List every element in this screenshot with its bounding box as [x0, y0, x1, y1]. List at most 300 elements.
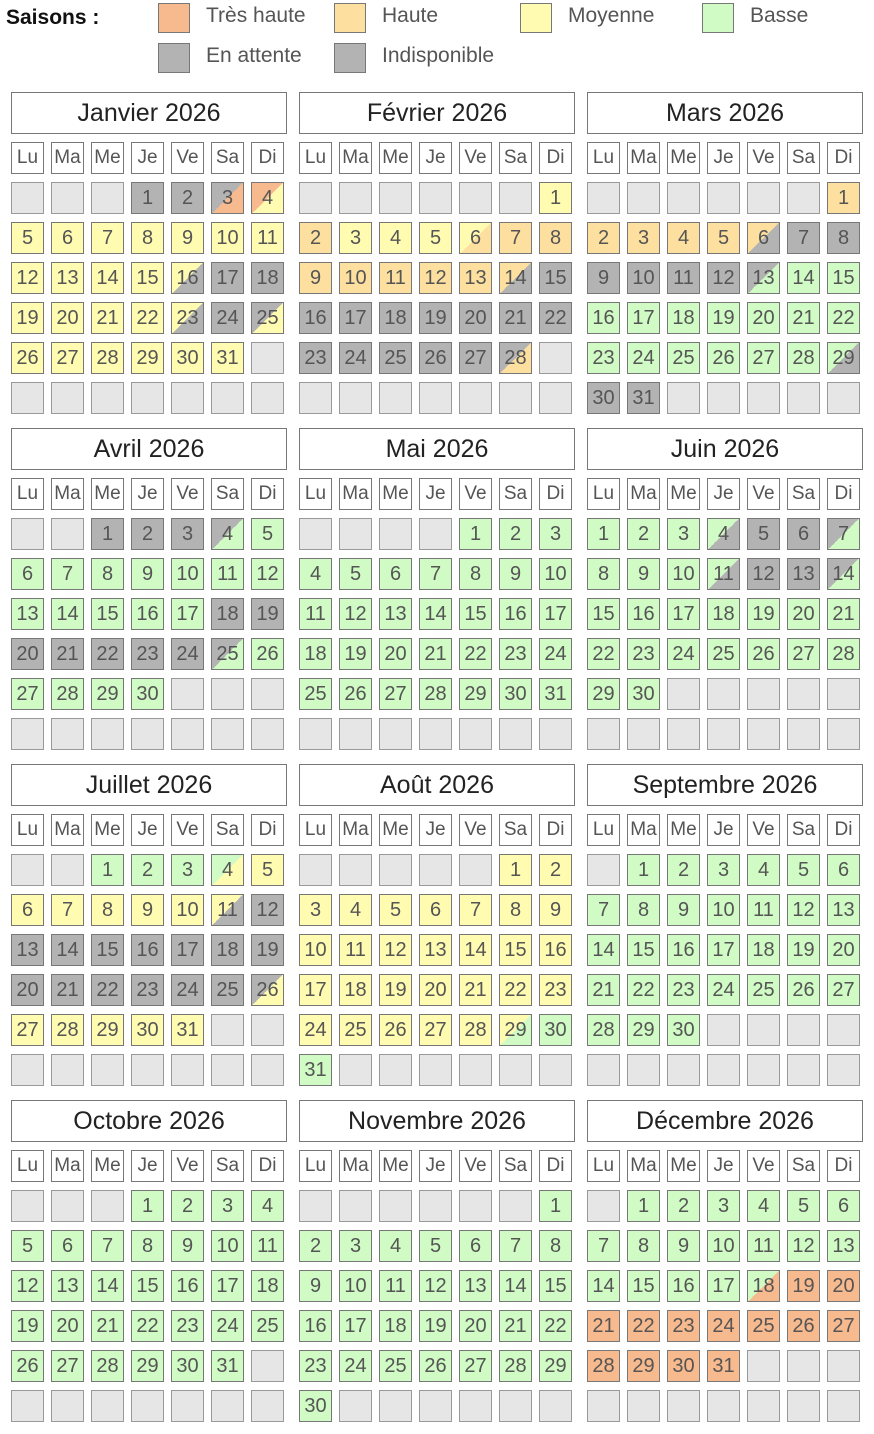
calendar-day[interactable]: 28 [51, 1014, 84, 1046]
calendar-day[interactable]: 23 [587, 342, 620, 374]
calendar-day[interactable]: 12 [11, 262, 44, 294]
calendar-day[interactable]: 27 [787, 638, 820, 670]
calendar-day[interactable]: 16 [499, 598, 532, 630]
calendar-day[interactable]: 23 [667, 1310, 700, 1342]
calendar-day[interactable]: 18 [747, 934, 780, 966]
calendar-day[interactable]: 24 [339, 342, 372, 374]
calendar-day[interactable]: 15 [539, 262, 572, 294]
calendar-day[interactable]: 18 [211, 598, 244, 630]
calendar-day[interactable]: 14 [419, 598, 452, 630]
calendar-day[interactable]: 13 [11, 934, 44, 966]
calendar-day[interactable]: 30 [499, 678, 532, 710]
calendar-day[interactable]: 6 [379, 558, 412, 590]
calendar-day[interactable]: 22 [499, 974, 532, 1006]
calendar-day[interactable]: 5 [251, 854, 284, 886]
calendar-day[interactable]: 9 [131, 894, 164, 926]
calendar-day[interactable]: 22 [131, 302, 164, 334]
calendar-day[interactable]: 5 [707, 222, 740, 254]
calendar-day[interactable]: 19 [379, 974, 412, 1006]
calendar-day[interactable]: 5 [339, 558, 372, 590]
calendar-day[interactable]: 3 [211, 1190, 244, 1222]
calendar-day[interactable]: 15 [499, 934, 532, 966]
calendar-day[interactable]: 13 [419, 934, 452, 966]
calendar-day[interactable]: 17 [627, 302, 660, 334]
calendar-day[interactable]: 9 [627, 558, 660, 590]
calendar-day[interactable]: 4 [251, 182, 284, 214]
calendar-day[interactable]: 5 [419, 222, 452, 254]
calendar-day[interactable]: 7 [827, 518, 860, 550]
calendar-day[interactable]: 6 [51, 222, 84, 254]
calendar-day[interactable]: 26 [787, 974, 820, 1006]
calendar-day[interactable]: 11 [211, 558, 244, 590]
calendar-day[interactable]: 15 [459, 598, 492, 630]
calendar-day[interactable]: 29 [827, 342, 860, 374]
calendar-day[interactable]: 27 [459, 342, 492, 374]
calendar-day[interactable]: 6 [827, 1190, 860, 1222]
calendar-day[interactable]: 22 [131, 1310, 164, 1342]
calendar-day[interactable]: 16 [667, 1270, 700, 1302]
calendar-day[interactable]: 11 [667, 262, 700, 294]
calendar-day[interactable]: 14 [91, 1270, 124, 1302]
calendar-day[interactable]: 30 [131, 1014, 164, 1046]
calendar-day[interactable]: 21 [827, 598, 860, 630]
calendar-day[interactable]: 15 [587, 598, 620, 630]
calendar-day[interactable]: 28 [91, 342, 124, 374]
calendar-day[interactable]: 23 [499, 638, 532, 670]
calendar-day[interactable]: 17 [539, 598, 572, 630]
calendar-day[interactable]: 26 [419, 1350, 452, 1382]
calendar-day[interactable]: 25 [667, 342, 700, 374]
calendar-day[interactable]: 20 [419, 974, 452, 1006]
calendar-day[interactable]: 12 [379, 934, 412, 966]
calendar-day[interactable]: 17 [667, 598, 700, 630]
calendar-day[interactable]: 23 [627, 638, 660, 670]
calendar-day[interactable]: 22 [539, 302, 572, 334]
calendar-day[interactable]: 4 [707, 518, 740, 550]
calendar-day[interactable]: 25 [747, 1310, 780, 1342]
calendar-day[interactable]: 27 [11, 678, 44, 710]
calendar-day[interactable]: 4 [211, 854, 244, 886]
calendar-day[interactable]: 8 [539, 1230, 572, 1262]
calendar-day[interactable]: 6 [459, 1230, 492, 1262]
calendar-day[interactable]: 16 [131, 598, 164, 630]
calendar-day[interactable]: 2 [131, 518, 164, 550]
calendar-day[interactable]: 3 [339, 222, 372, 254]
calendar-day[interactable]: 8 [459, 558, 492, 590]
calendar-day[interactable]: 19 [787, 934, 820, 966]
calendar-day[interactable]: 2 [667, 1190, 700, 1222]
calendar-day[interactable]: 5 [251, 518, 284, 550]
calendar-day[interactable]: 26 [419, 342, 452, 374]
calendar-day[interactable]: 26 [787, 1310, 820, 1342]
calendar-day[interactable]: 12 [747, 558, 780, 590]
calendar-day[interactable]: 7 [51, 558, 84, 590]
calendar-day[interactable]: 10 [707, 1230, 740, 1262]
calendar-day[interactable]: 20 [787, 598, 820, 630]
calendar-day[interactable]: 20 [11, 974, 44, 1006]
calendar-day[interactable]: 17 [171, 598, 204, 630]
calendar-day[interactable]: 7 [587, 894, 620, 926]
calendar-day[interactable]: 9 [499, 558, 532, 590]
calendar-day[interactable]: 28 [587, 1350, 620, 1382]
calendar-day[interactable]: 27 [51, 1350, 84, 1382]
calendar-day[interactable]: 18 [251, 262, 284, 294]
calendar-day[interactable]: 1 [587, 518, 620, 550]
calendar-day[interactable]: 11 [747, 894, 780, 926]
calendar-day[interactable]: 18 [707, 598, 740, 630]
calendar-day[interactable]: 10 [627, 262, 660, 294]
calendar-day[interactable]: 8 [91, 894, 124, 926]
calendar-day[interactable]: 28 [587, 1014, 620, 1046]
calendar-day[interactable]: 10 [171, 558, 204, 590]
calendar-day[interactable]: 6 [827, 854, 860, 886]
calendar-day[interactable]: 29 [131, 342, 164, 374]
calendar-day[interactable]: 15 [627, 1270, 660, 1302]
calendar-day[interactable]: 6 [11, 894, 44, 926]
calendar-day[interactable]: 2 [171, 1190, 204, 1222]
calendar-day[interactable]: 18 [211, 934, 244, 966]
calendar-day[interactable]: 8 [131, 1230, 164, 1262]
calendar-day[interactable]: 24 [211, 302, 244, 334]
calendar-day[interactable]: 7 [419, 558, 452, 590]
calendar-day[interactable]: 16 [171, 262, 204, 294]
calendar-day[interactable]: 4 [251, 1190, 284, 1222]
calendar-day[interactable]: 11 [747, 1230, 780, 1262]
calendar-day[interactable]: 1 [91, 518, 124, 550]
calendar-day[interactable]: 21 [787, 302, 820, 334]
calendar-day[interactable]: 12 [339, 598, 372, 630]
calendar-day[interactable]: 25 [299, 678, 332, 710]
calendar-day[interactable]: 2 [539, 854, 572, 886]
calendar-day[interactable]: 14 [827, 558, 860, 590]
calendar-day[interactable]: 3 [211, 182, 244, 214]
calendar-day[interactable]: 31 [211, 342, 244, 374]
calendar-day[interactable]: 3 [667, 518, 700, 550]
calendar-day[interactable]: 26 [251, 974, 284, 1006]
calendar-day[interactable]: 5 [787, 1190, 820, 1222]
calendar-day[interactable]: 19 [419, 302, 452, 334]
calendar-day[interactable]: 23 [667, 974, 700, 1006]
calendar-day[interactable]: 6 [747, 222, 780, 254]
calendar-day[interactable]: 19 [251, 598, 284, 630]
calendar-day[interactable]: 25 [211, 638, 244, 670]
calendar-day[interactable]: 22 [91, 974, 124, 1006]
calendar-day[interactable]: 12 [787, 1230, 820, 1262]
calendar-day[interactable]: 25 [211, 974, 244, 1006]
calendar-day[interactable]: 17 [707, 934, 740, 966]
calendar-day[interactable]: 13 [827, 1230, 860, 1262]
calendar-day[interactable]: 4 [667, 222, 700, 254]
calendar-day[interactable]: 24 [627, 342, 660, 374]
calendar-day[interactable]: 25 [747, 974, 780, 1006]
calendar-day[interactable]: 31 [539, 678, 572, 710]
calendar-day[interactable]: 4 [299, 558, 332, 590]
calendar-day[interactable]: 13 [747, 262, 780, 294]
calendar-day[interactable]: 16 [171, 1270, 204, 1302]
calendar-day[interactable]: 29 [91, 1014, 124, 1046]
calendar-day[interactable]: 28 [459, 1014, 492, 1046]
calendar-day[interactable]: 28 [51, 678, 84, 710]
calendar-day[interactable]: 21 [91, 1310, 124, 1342]
calendar-day[interactable]: 29 [499, 1014, 532, 1046]
calendar-day[interactable]: 18 [667, 302, 700, 334]
calendar-day[interactable]: 10 [339, 1270, 372, 1302]
calendar-day[interactable]: 26 [747, 638, 780, 670]
calendar-day[interactable]: 11 [379, 262, 412, 294]
calendar-day[interactable]: 22 [627, 1310, 660, 1342]
calendar-day[interactable]: 1 [499, 854, 532, 886]
calendar-day[interactable]: 12 [419, 1270, 452, 1302]
calendar-day[interactable]: 8 [131, 222, 164, 254]
calendar-day[interactable]: 9 [171, 1230, 204, 1262]
calendar-day[interactable]: 7 [91, 1230, 124, 1262]
calendar-day[interactable]: 28 [787, 342, 820, 374]
calendar-day[interactable]: 21 [587, 974, 620, 1006]
calendar-day[interactable]: 27 [459, 1350, 492, 1382]
calendar-day[interactable]: 24 [171, 638, 204, 670]
calendar-day[interactable]: 26 [339, 678, 372, 710]
calendar-day[interactable]: 6 [787, 518, 820, 550]
calendar-day[interactable]: 30 [299, 1390, 332, 1422]
calendar-day[interactable]: 22 [587, 638, 620, 670]
calendar-day[interactable]: 30 [171, 342, 204, 374]
calendar-day[interactable]: 17 [707, 1270, 740, 1302]
calendar-day[interactable]: 21 [419, 638, 452, 670]
calendar-day[interactable]: 21 [51, 638, 84, 670]
calendar-day[interactable]: 8 [627, 894, 660, 926]
calendar-day[interactable]: 9 [667, 894, 700, 926]
calendar-day[interactable]: 7 [91, 222, 124, 254]
calendar-day[interactable]: 18 [747, 1270, 780, 1302]
calendar-day[interactable]: 10 [539, 558, 572, 590]
calendar-day[interactable]: 9 [171, 222, 204, 254]
calendar-day[interactable]: 25 [379, 1350, 412, 1382]
calendar-day[interactable]: 23 [299, 342, 332, 374]
calendar-day[interactable]: 19 [419, 1310, 452, 1342]
calendar-day[interactable]: 10 [211, 222, 244, 254]
calendar-day[interactable]: 31 [707, 1350, 740, 1382]
calendar-day[interactable]: 6 [51, 1230, 84, 1262]
calendar-day[interactable]: 27 [827, 1310, 860, 1342]
calendar-day[interactable]: 3 [627, 222, 660, 254]
calendar-day[interactable]: 5 [747, 518, 780, 550]
calendar-day[interactable]: 29 [627, 1350, 660, 1382]
calendar-day[interactable]: 14 [91, 262, 124, 294]
calendar-day[interactable]: 9 [131, 558, 164, 590]
calendar-day[interactable]: 28 [499, 1350, 532, 1382]
calendar-day[interactable]: 19 [339, 638, 372, 670]
calendar-day[interactable]: 19 [11, 1310, 44, 1342]
calendar-day[interactable]: 12 [251, 558, 284, 590]
calendar-day[interactable]: 4 [211, 518, 244, 550]
calendar-day[interactable]: 11 [299, 598, 332, 630]
calendar-day[interactable]: 3 [707, 854, 740, 886]
calendar-day[interactable]: 2 [171, 182, 204, 214]
calendar-day[interactable]: 31 [171, 1014, 204, 1046]
calendar-day[interactable]: 14 [499, 262, 532, 294]
calendar-day[interactable]: 16 [299, 302, 332, 334]
calendar-day[interactable]: 15 [827, 262, 860, 294]
calendar-day[interactable]: 22 [459, 638, 492, 670]
calendar-day[interactable]: 19 [747, 598, 780, 630]
calendar-day[interactable]: 12 [707, 262, 740, 294]
calendar-day[interactable]: 11 [251, 1230, 284, 1262]
calendar-day[interactable]: 14 [51, 934, 84, 966]
calendar-day[interactable]: 27 [11, 1014, 44, 1046]
calendar-day[interactable]: 11 [707, 558, 740, 590]
calendar-day[interactable]: 2 [627, 518, 660, 550]
calendar-day[interactable]: 28 [827, 638, 860, 670]
calendar-day[interactable]: 22 [91, 638, 124, 670]
calendar-day[interactable]: 24 [299, 1014, 332, 1046]
calendar-day[interactable]: 5 [419, 1230, 452, 1262]
calendar-day[interactable]: 14 [787, 262, 820, 294]
calendar-day[interactable]: 30 [667, 1350, 700, 1382]
calendar-day[interactable]: 8 [91, 558, 124, 590]
calendar-day[interactable]: 11 [379, 1270, 412, 1302]
calendar-day[interactable]: 30 [627, 678, 660, 710]
calendar-day[interactable]: 21 [459, 974, 492, 1006]
calendar-day[interactable]: 12 [11, 1270, 44, 1302]
calendar-day[interactable]: 29 [459, 678, 492, 710]
calendar-day[interactable]: 31 [299, 1054, 332, 1086]
calendar-day[interactable]: 4 [379, 222, 412, 254]
calendar-day[interactable]: 13 [379, 598, 412, 630]
calendar-day[interactable]: 17 [299, 974, 332, 1006]
calendar-day[interactable]: 18 [339, 974, 372, 1006]
calendar-day[interactable]: 15 [539, 1270, 572, 1302]
calendar-day[interactable]: 7 [499, 222, 532, 254]
calendar-day[interactable]: 1 [539, 1190, 572, 1222]
calendar-day[interactable]: 1 [627, 1190, 660, 1222]
calendar-day[interactable]: 29 [587, 678, 620, 710]
calendar-day[interactable]: 26 [251, 638, 284, 670]
calendar-day[interactable]: 2 [667, 854, 700, 886]
calendar-day[interactable]: 20 [51, 302, 84, 334]
calendar-day[interactable]: 8 [627, 1230, 660, 1262]
calendar-day[interactable]: 25 [379, 342, 412, 374]
calendar-day[interactable]: 7 [787, 222, 820, 254]
calendar-day[interactable]: 16 [627, 598, 660, 630]
calendar-day[interactable]: 20 [379, 638, 412, 670]
calendar-day[interactable]: 28 [419, 678, 452, 710]
calendar-day[interactable]: 13 [11, 598, 44, 630]
calendar-day[interactable]: 21 [499, 302, 532, 334]
calendar-day[interactable]: 6 [11, 558, 44, 590]
calendar-day[interactable]: 24 [211, 1310, 244, 1342]
calendar-day[interactable]: 7 [459, 894, 492, 926]
calendar-day[interactable]: 15 [91, 934, 124, 966]
calendar-day[interactable]: 16 [667, 934, 700, 966]
calendar-day[interactable]: 5 [11, 1230, 44, 1262]
calendar-day[interactable]: 17 [339, 302, 372, 334]
calendar-day[interactable]: 13 [787, 558, 820, 590]
calendar-day[interactable]: 18 [379, 1310, 412, 1342]
calendar-day[interactable]: 3 [299, 894, 332, 926]
calendar-day[interactable]: 28 [91, 1350, 124, 1382]
calendar-day[interactable]: 1 [627, 854, 660, 886]
calendar-day[interactable]: 20 [747, 302, 780, 334]
calendar-day[interactable]: 7 [499, 1230, 532, 1262]
calendar-day[interactable]: 30 [587, 382, 620, 414]
calendar-day[interactable]: 20 [11, 638, 44, 670]
calendar-day[interactable]: 3 [171, 518, 204, 550]
calendar-day[interactable]: 13 [459, 262, 492, 294]
calendar-day[interactable]: 26 [11, 1350, 44, 1382]
calendar-day[interactable]: 20 [459, 302, 492, 334]
calendar-day[interactable]: 14 [51, 598, 84, 630]
calendar-day[interactable]: 18 [299, 638, 332, 670]
calendar-day[interactable]: 4 [379, 1230, 412, 1262]
calendar-day[interactable]: 10 [211, 1230, 244, 1262]
calendar-day[interactable]: 24 [539, 638, 572, 670]
calendar-day[interactable]: 10 [339, 262, 372, 294]
calendar-day[interactable]: 21 [91, 302, 124, 334]
calendar-day[interactable]: 28 [499, 342, 532, 374]
calendar-day[interactable]: 24 [339, 1350, 372, 1382]
calendar-day[interactable]: 12 [787, 894, 820, 926]
calendar-day[interactable]: 2 [299, 1230, 332, 1262]
calendar-day[interactable]: 1 [131, 1190, 164, 1222]
calendar-day[interactable]: 8 [587, 558, 620, 590]
calendar-day[interactable]: 19 [707, 302, 740, 334]
calendar-day[interactable]: 19 [11, 302, 44, 334]
calendar-day[interactable]: 7 [51, 894, 84, 926]
calendar-day[interactable]: 6 [459, 222, 492, 254]
calendar-day[interactable]: 26 [707, 342, 740, 374]
calendar-day[interactable]: 21 [499, 1310, 532, 1342]
calendar-day[interactable]: 1 [459, 518, 492, 550]
calendar-day[interactable]: 9 [539, 894, 572, 926]
calendar-day[interactable]: 27 [747, 342, 780, 374]
calendar-day[interactable]: 26 [11, 342, 44, 374]
calendar-day[interactable]: 1 [131, 182, 164, 214]
calendar-day[interactable]: 14 [587, 934, 620, 966]
calendar-day[interactable]: 14 [499, 1270, 532, 1302]
calendar-day[interactable]: 19 [251, 934, 284, 966]
calendar-day[interactable]: 5 [379, 894, 412, 926]
calendar-day[interactable]: 27 [827, 974, 860, 1006]
calendar-day[interactable]: 24 [707, 974, 740, 1006]
calendar-day[interactable]: 11 [251, 222, 284, 254]
calendar-day[interactable]: 16 [299, 1310, 332, 1342]
calendar-day[interactable]: 29 [131, 1350, 164, 1382]
calendar-day[interactable]: 10 [667, 558, 700, 590]
calendar-day[interactable]: 30 [131, 678, 164, 710]
calendar-day[interactable]: 9 [299, 262, 332, 294]
calendar-day[interactable]: 4 [339, 894, 372, 926]
calendar-day[interactable]: 25 [251, 302, 284, 334]
calendar-day[interactable]: 26 [379, 1014, 412, 1046]
calendar-day[interactable]: 2 [587, 222, 620, 254]
calendar-day[interactable]: 24 [667, 638, 700, 670]
calendar-day[interactable]: 30 [667, 1014, 700, 1046]
calendar-day[interactable]: 25 [707, 638, 740, 670]
calendar-day[interactable]: 17 [211, 1270, 244, 1302]
calendar-day[interactable]: 1 [827, 182, 860, 214]
calendar-day[interactable]: 11 [211, 894, 244, 926]
calendar-day[interactable]: 1 [539, 182, 572, 214]
calendar-day[interactable]: 27 [419, 1014, 452, 1046]
calendar-day[interactable]: 29 [627, 1014, 660, 1046]
calendar-day[interactable]: 22 [539, 1310, 572, 1342]
calendar-day[interactable]: 20 [459, 1310, 492, 1342]
calendar-day[interactable]: 18 [379, 302, 412, 334]
calendar-day[interactable]: 1 [91, 854, 124, 886]
calendar-day[interactable]: 23 [131, 974, 164, 1006]
calendar-day[interactable]: 8 [827, 222, 860, 254]
calendar-day[interactable]: 12 [419, 262, 452, 294]
